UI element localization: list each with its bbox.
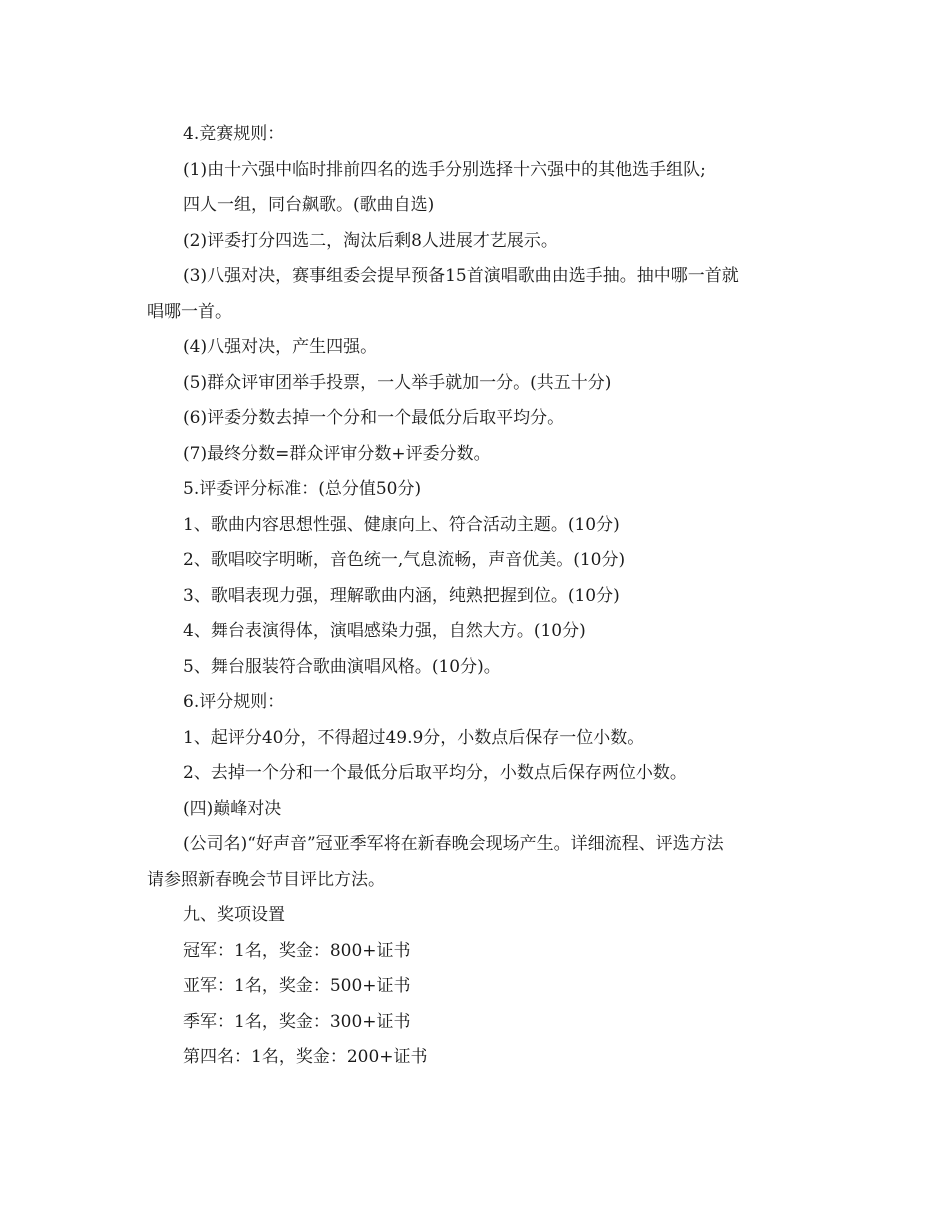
section-heading-scoring-rules: 6.评分规则：: [183, 692, 285, 712]
paragraph-criteria-2: 2、歌唱咬字明晰，音色统一,气息流畅，声音优美。(10分): [183, 550, 626, 570]
paragraph-rule-1-cont: 四人一组，同台飙歌。(歌曲自选): [183, 195, 435, 215]
paragraph-scoring-rule-1: 1、起评分40分，不得超过49.9分，小数点后保存一位小数。: [183, 727, 645, 748]
paragraph-final-showdown: (公司名)“好声音”冠亚季军将在新春晚会现场产生。详细流程、评选方法: [183, 834, 724, 854]
paragraph-scoring-rule-2: 2、去掉一个分和一个最低分后取平均分，小数点后保存两位小数。: [183, 763, 687, 783]
paragraph-rule-2: (2)评委打分四选二，淘汰后剩8人进展才艺展示。: [183, 230, 558, 251]
award-fourth-place: 第四名：1名，奖金：200+证书: [183, 1047, 428, 1067]
section-heading-awards: 九、奖项设置: [183, 905, 285, 925]
award-second-place: 亚军：1名，奖金：500+证书: [183, 976, 411, 996]
paragraph-rule-3: (3)八强对决，赛事组委会提早预备15首演唱歌曲由选手抽。抽中哪一首就: [183, 266, 739, 286]
paragraph-rule-6: (6)评委分数去掉一个分和一个最低分后取平均分。: [183, 408, 565, 428]
award-first-place: 冠军：1名，奖金：800+证书: [183, 940, 411, 961]
section-heading-competition-rules: 4.竞赛规则：: [183, 124, 285, 144]
paragraph-final-showdown-cont: 请参照新春晚会节目评比方法。: [147, 869, 385, 890]
paragraph-criteria-3: 3、歌唱表现力强，理解歌曲内涵，纯熟把握到位。(10分): [183, 585, 620, 606]
paragraph-criteria-1: 1、歌曲内容思想性强、健康向上、符合活动主题。(10分): [183, 514, 620, 535]
paragraph-rule-7: (7)最终分数=群众评审分数+评委分数。: [183, 443, 491, 464]
section-heading-scoring-criteria: 5.评委评分标准：(总分值50分): [183, 479, 422, 499]
paragraph-criteria-4: 4、舞台表演得体，演唱感染力强，自然大方。(10分): [183, 621, 586, 641]
document-body: [147, 117, 807, 1076]
section-heading-final-showdown: (四)巅峰对决: [183, 798, 282, 819]
paragraph-rule-1: (1)由十六强中临时排前四名的选手分别选择十六强中的其他选手组队;: [183, 159, 706, 180]
paragraph-rule-3-cont: 唱哪一首。: [147, 301, 232, 322]
paragraph-rule-5: (5)群众评审团举手投票，一人举手就加一分。(共五十分): [183, 372, 612, 393]
paragraph-rule-4: (4)八强对决，产生四强。: [183, 337, 378, 357]
paragraph-criteria-5: 5、舞台服装符合歌曲演唱风格。(10分)。: [183, 656, 501, 677]
award-third-place: 季军：1名，奖金：300+证书: [183, 1011, 411, 1032]
